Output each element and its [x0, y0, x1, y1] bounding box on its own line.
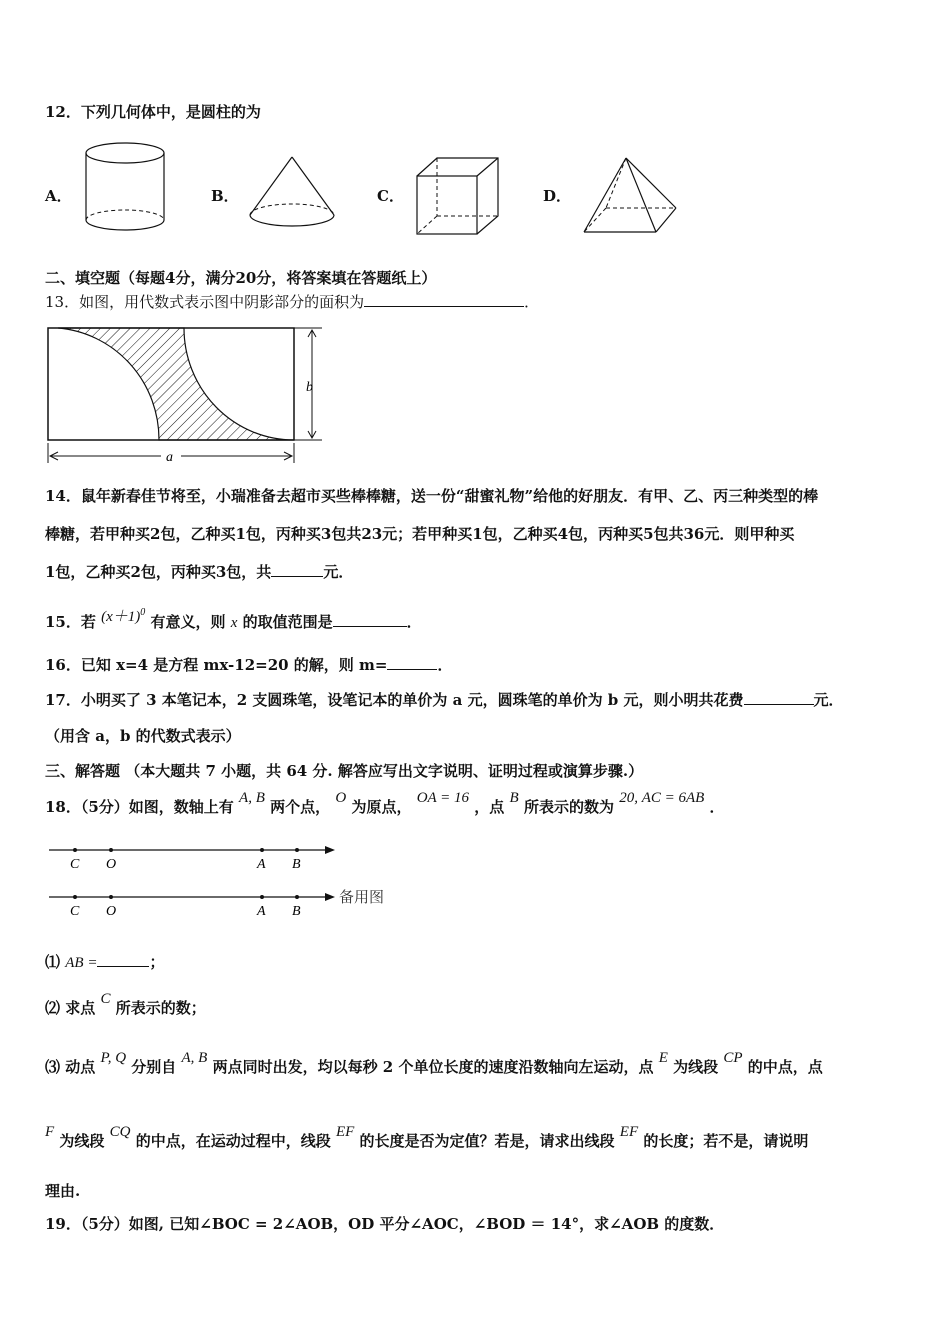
- axis2-label-a: A: [257, 904, 266, 919]
- q18-p5: 所表示的数为: [523, 798, 614, 816]
- q12-stem: 12．下列几何体中，是圆柱的为: [45, 103, 261, 121]
- axis2-label-c: C: [70, 904, 80, 919]
- q14-line3-text: 1包，乙种买2包，丙种买3包，共: [45, 563, 272, 581]
- q18-part1-pre: ⑴: [45, 953, 61, 971]
- q18-part1-blank[interactable]: [97, 952, 149, 967]
- axis1-label-o: O: [106, 857, 117, 872]
- q18-part3b-m1: F: [45, 1124, 55, 1140]
- q15: [45, 609, 422, 633]
- q17-text: 17．小明买了 3 本笔记本，2 支圆珠笔，设笔记本的单价为 a 元，圆珠笔的单价为 b 元，则小明共花费: [45, 691, 744, 709]
- q18-part3-line2: [45, 1124, 809, 1152]
- q13-end: ．: [524, 293, 540, 311]
- q14-line3-end: 元．: [323, 563, 354, 581]
- q15-end: ．: [406, 613, 422, 631]
- q18-m5: 20, AC = 6AB: [619, 790, 705, 806]
- q18-m3: OA = 16: [416, 790, 470, 806]
- q13-label-b: b: [306, 380, 313, 395]
- q15-expr-base: (x＋1): [101, 609, 141, 625]
- q13-shaded-figure: [44, 325, 329, 465]
- q18-p3: 为原点，: [351, 798, 412, 816]
- q18-part3b-t3: 的长度是否为定值？若是，请求出线段: [359, 1132, 615, 1150]
- q18-p4: ，点: [474, 798, 505, 816]
- q14-line3: [45, 562, 353, 582]
- q18-part2: [45, 991, 206, 1019]
- q15-answer-blank[interactable]: [333, 612, 407, 627]
- q16-end: ．: [437, 656, 453, 674]
- axis2-label-b: B: [292, 904, 301, 919]
- q15-expr-exponent: 0: [140, 607, 146, 618]
- q15-pre: 15．若: [45, 613, 96, 631]
- q18-part3-line1: [45, 1050, 823, 1078]
- q18-part2-math: C: [100, 991, 111, 1007]
- q18-p2: 两个点，: [270, 798, 331, 816]
- axis1-label-c: C: [70, 857, 80, 872]
- option-b-label: B．: [211, 187, 239, 205]
- q18-part3-m2: A, B: [181, 1050, 208, 1066]
- q17-line2: （用含 a，b 的代数式表示）: [45, 727, 241, 745]
- q18-part3b-m4: EF: [619, 1124, 639, 1140]
- q18-part1-math: AB =: [65, 955, 98, 971]
- q16-answer-blank[interactable]: [387, 655, 437, 670]
- q15-post: 的取值范围是: [242, 613, 333, 631]
- q18-part3b-t1: 为线段: [59, 1132, 105, 1150]
- q14-line1: 14．鼠年新春佳节将至，小瑞准备去超市买些棒棒糖，送一份“甜蜜礼物”给他的好朋友．有甲、乙、丙三种类型的棒: [45, 487, 819, 505]
- q18-p1: 18．（5分）如图，数轴上有: [45, 798, 234, 816]
- q17-end: 元．: [813, 691, 844, 709]
- q18-part1-post: ；: [149, 953, 165, 971]
- section-2-heading: 二、填空题（每题4分，满分20分，将答案填在答题纸上）: [45, 269, 437, 287]
- pyramid-figure: [580, 156, 680, 236]
- q18-m4: B: [509, 790, 519, 806]
- q14-answer-blank[interactable]: [271, 562, 323, 577]
- cylinder-figure: [82, 140, 168, 235]
- axis1-label-a: A: [257, 857, 266, 872]
- q18-part3-t4: 的中点，点: [747, 1058, 823, 1076]
- q18-m2: O: [335, 790, 347, 806]
- q13-stem-text: 13．如图，用代数式表示图中阴影部分的面积为: [45, 293, 365, 311]
- q18-part2-post: 所表示的数；: [115, 999, 206, 1017]
- q18-p6: ．: [709, 798, 725, 816]
- q18-m1: A, B: [239, 790, 265, 806]
- q18-part3b-m2: CQ: [109, 1124, 131, 1140]
- q13-stem: [45, 292, 539, 312]
- cone-figure: [248, 155, 338, 235]
- q14-line2: 棒糖，若甲种买2包，乙种买1包，丙种买3包共23元；若甲种买1包，乙种买4包，丙种买5包共36元．则甲种买: [45, 525, 795, 543]
- q15-mid: 有意义，则: [150, 613, 226, 631]
- q18-part3-pre: ⑶ 动点: [45, 1058, 96, 1076]
- q16-text: 16．已知 x=4 是方程 mx-12=20 的解，则 m=: [45, 656, 388, 674]
- q18-part3-t2: 两点同时出发，均以每秒 2 个单位长度的速度沿数轴向左运动，点: [212, 1058, 654, 1076]
- q18-part3-m3: E: [658, 1050, 668, 1066]
- q13-label-a: a: [166, 450, 173, 465]
- q18-part3b-t4: 的长度；若不是，请说明: [643, 1132, 809, 1150]
- axis2-label-o: O: [106, 904, 117, 919]
- q15-var: x: [230, 615, 238, 631]
- q18-part2-pre: ⑵ 求点: [45, 999, 96, 1017]
- q19: 19．（5分）如图, 已知∠BOC = 2∠AOB，OD 平分∠AOC，∠BOD ＝ 14°，求∠AOB 的度数．: [45, 1215, 725, 1233]
- section-3-heading: 三、解答题 （本大题共 7 小题，共 64 分. 解答应写出文字说明、证明过程或演算步骤.）: [45, 762, 644, 780]
- option-a-label: A．: [45, 187, 72, 205]
- q13-answer-blank[interactable]: [364, 292, 524, 307]
- option-d-label: D．: [543, 187, 572, 205]
- q16: [45, 655, 452, 675]
- q18-part3-m4: CP: [723, 1050, 743, 1066]
- axis1-label-b: B: [292, 857, 301, 872]
- q18-part3-line3: 理由.: [45, 1182, 81, 1200]
- option-c-label: C．: [377, 187, 404, 205]
- cube-figure: [414, 156, 504, 238]
- q18-part3-m1: P, Q: [100, 1050, 127, 1066]
- q18-part3b-t2: 的中点，在运动过程中，线段: [135, 1132, 331, 1150]
- q15-expr: [101, 609, 145, 625]
- q17-line1: [45, 690, 844, 710]
- q18-part3-t1: 分别自: [131, 1058, 177, 1076]
- q17-answer-blank[interactable]: [744, 690, 814, 705]
- q18-number-lines: [45, 840, 405, 925]
- backup-figure-label: 备用图: [339, 888, 385, 906]
- q18-stem: [45, 790, 725, 818]
- q18-part3b-m3: EF: [335, 1124, 355, 1140]
- q18-part1: [45, 952, 164, 973]
- q18-part3-t3: 为线段: [673, 1058, 719, 1076]
